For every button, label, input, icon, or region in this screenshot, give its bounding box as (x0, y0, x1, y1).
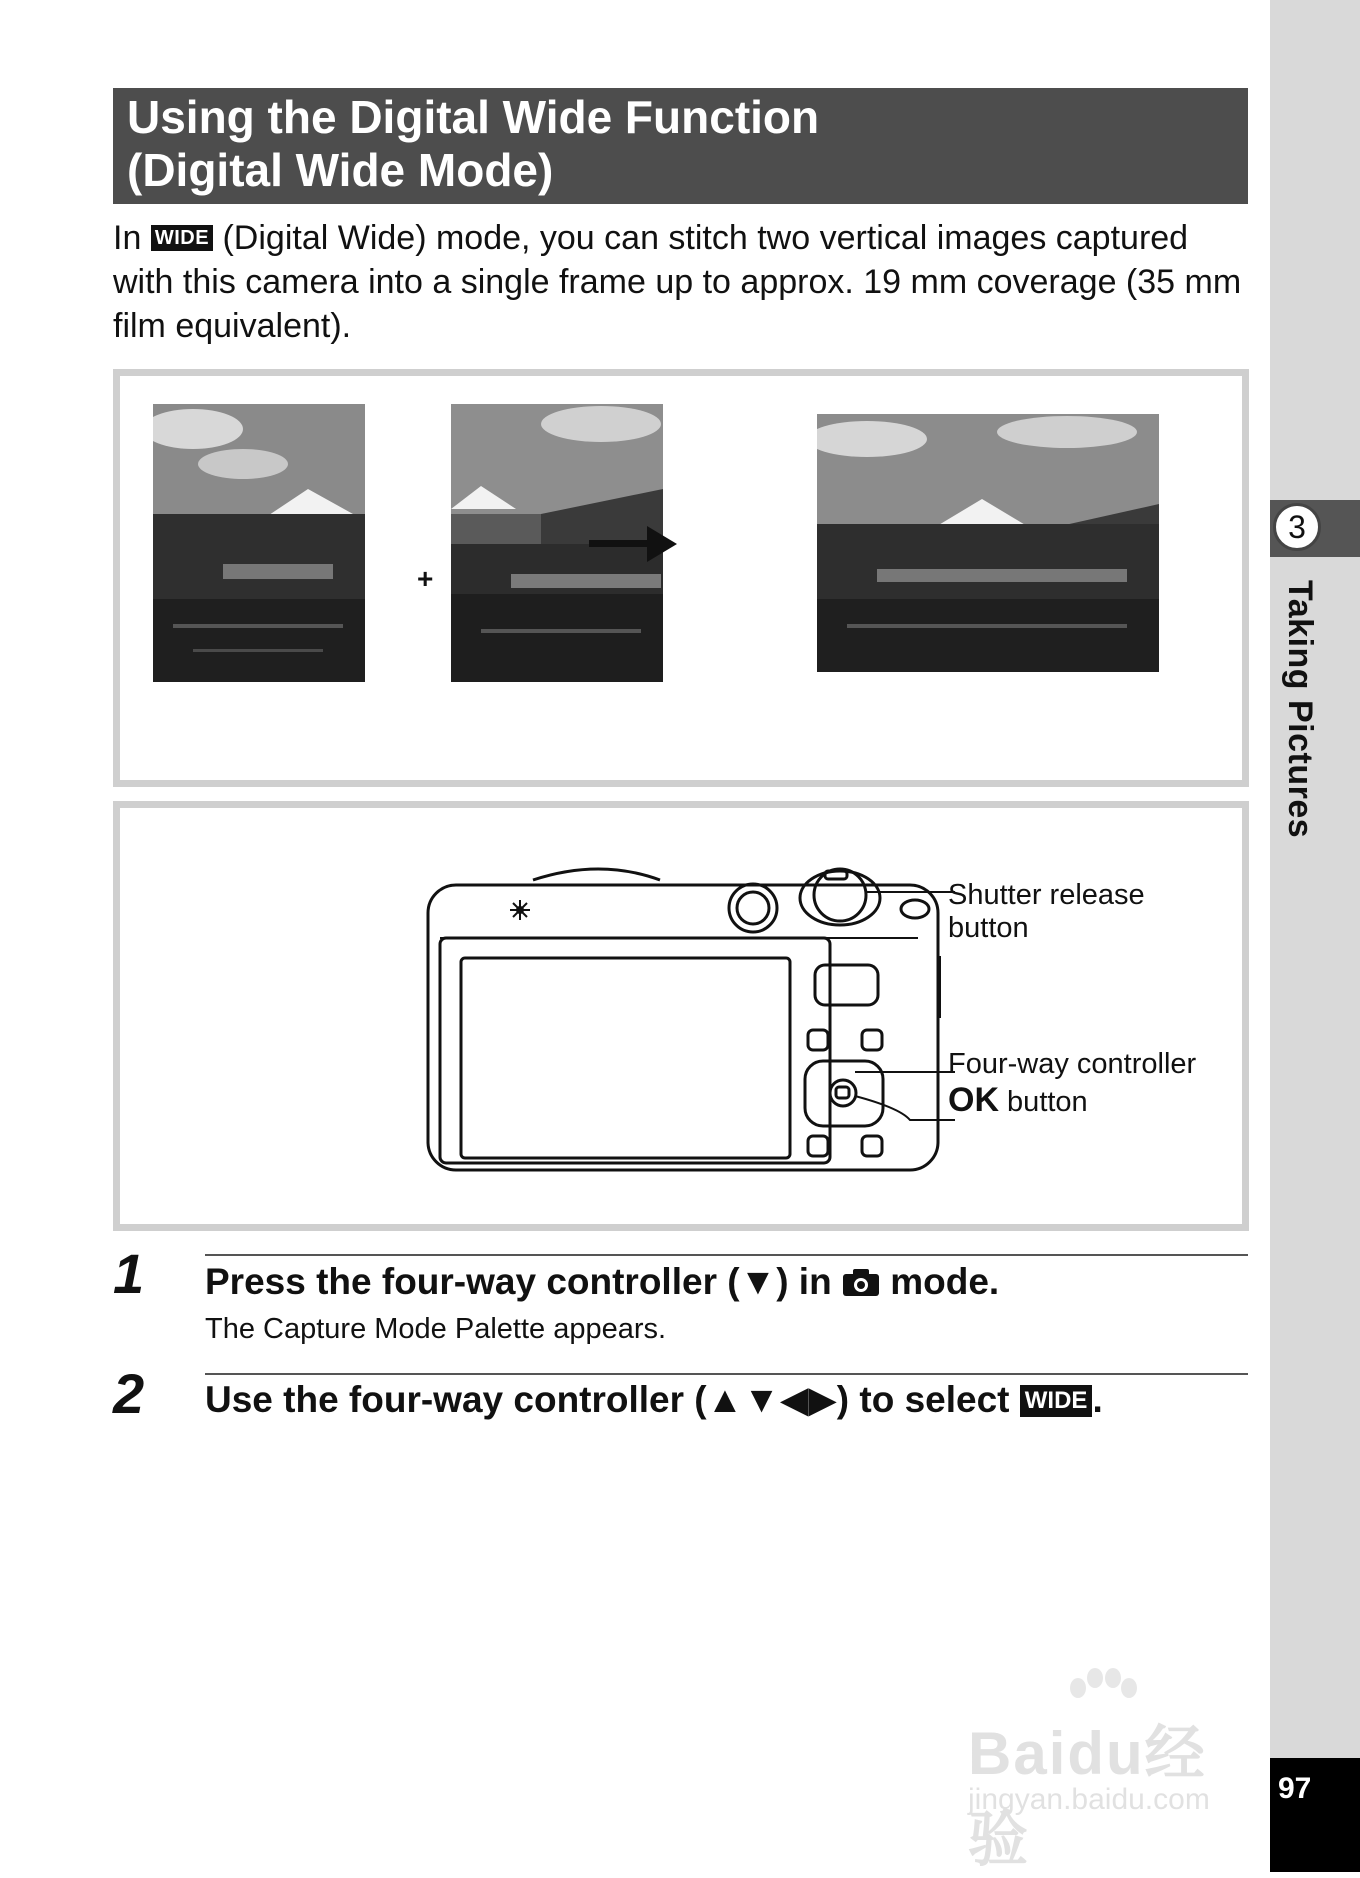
left-vertical-photo (153, 404, 365, 682)
arrow-right-icon (589, 524, 677, 564)
step1-number: 1 (113, 1242, 145, 1305)
stitch-illustration (113, 369, 1249, 787)
wide-mode-icon: WIDE (151, 225, 213, 251)
chapter-title: Taking Pictures (1281, 580, 1319, 839)
step1-rule (205, 1254, 1248, 1256)
stitched-wide-photo (817, 414, 1159, 672)
intro-paragraph (113, 216, 1253, 348)
step2-rule (205, 1373, 1248, 1375)
baidu-watermark (968, 1668, 1268, 1873)
step2-number: 2 (113, 1362, 145, 1425)
camera-icon (842, 1267, 880, 1297)
watermark-url: jingyan.baidu.com (968, 1783, 1210, 1816)
step2-heading (205, 1378, 1103, 1422)
chapter-number: 3 (1273, 503, 1321, 551)
ok-label-text: button (999, 1086, 1088, 1118)
intro-text: (Digital Wide) mode, you can stitch two vertical images captured with this camera into a single frame up to approx. 19 mm coverage (35 mm film equivalent). (113, 219, 1242, 345)
step1-body: The Capture Mode Palette appears. (205, 1313, 667, 1345)
section-title-line2: (Digital Wide Mode) (127, 144, 554, 196)
label-four-way-controller: Four-way controller (948, 1048, 1197, 1080)
label-shutter-release (948, 879, 1145, 945)
ok-mark: OK (948, 1081, 999, 1119)
step1-heading-a: Press the four-way controller (▼) in (205, 1261, 842, 1302)
label-ok-button (948, 1082, 1088, 1120)
section-title (113, 88, 1248, 204)
intro-prefix: In (113, 219, 151, 257)
step1-heading (205, 1260, 999, 1304)
step2-heading-a: Use the four-way controller (▲▼◀▶) to select (205, 1379, 1020, 1420)
watermark-main: Baidu经验 (968, 1720, 1207, 1873)
section-title-line1: Using the Digital Wide Function (127, 91, 820, 143)
chapter-sidebar (1270, 0, 1360, 1872)
camera-diagram (113, 801, 1249, 1231)
page-number: 97 (1278, 1772, 1312, 1805)
step1-heading-b: mode. (879, 1261, 1000, 1302)
step2-heading-b: . (1092, 1379, 1103, 1420)
label-shutter-text: Shutter release button (948, 879, 1145, 944)
wide-mode-icon-large: WIDE (1020, 1385, 1093, 1417)
camera-back-illustration (120, 808, 1242, 1224)
plus-sign: + (417, 563, 434, 594)
